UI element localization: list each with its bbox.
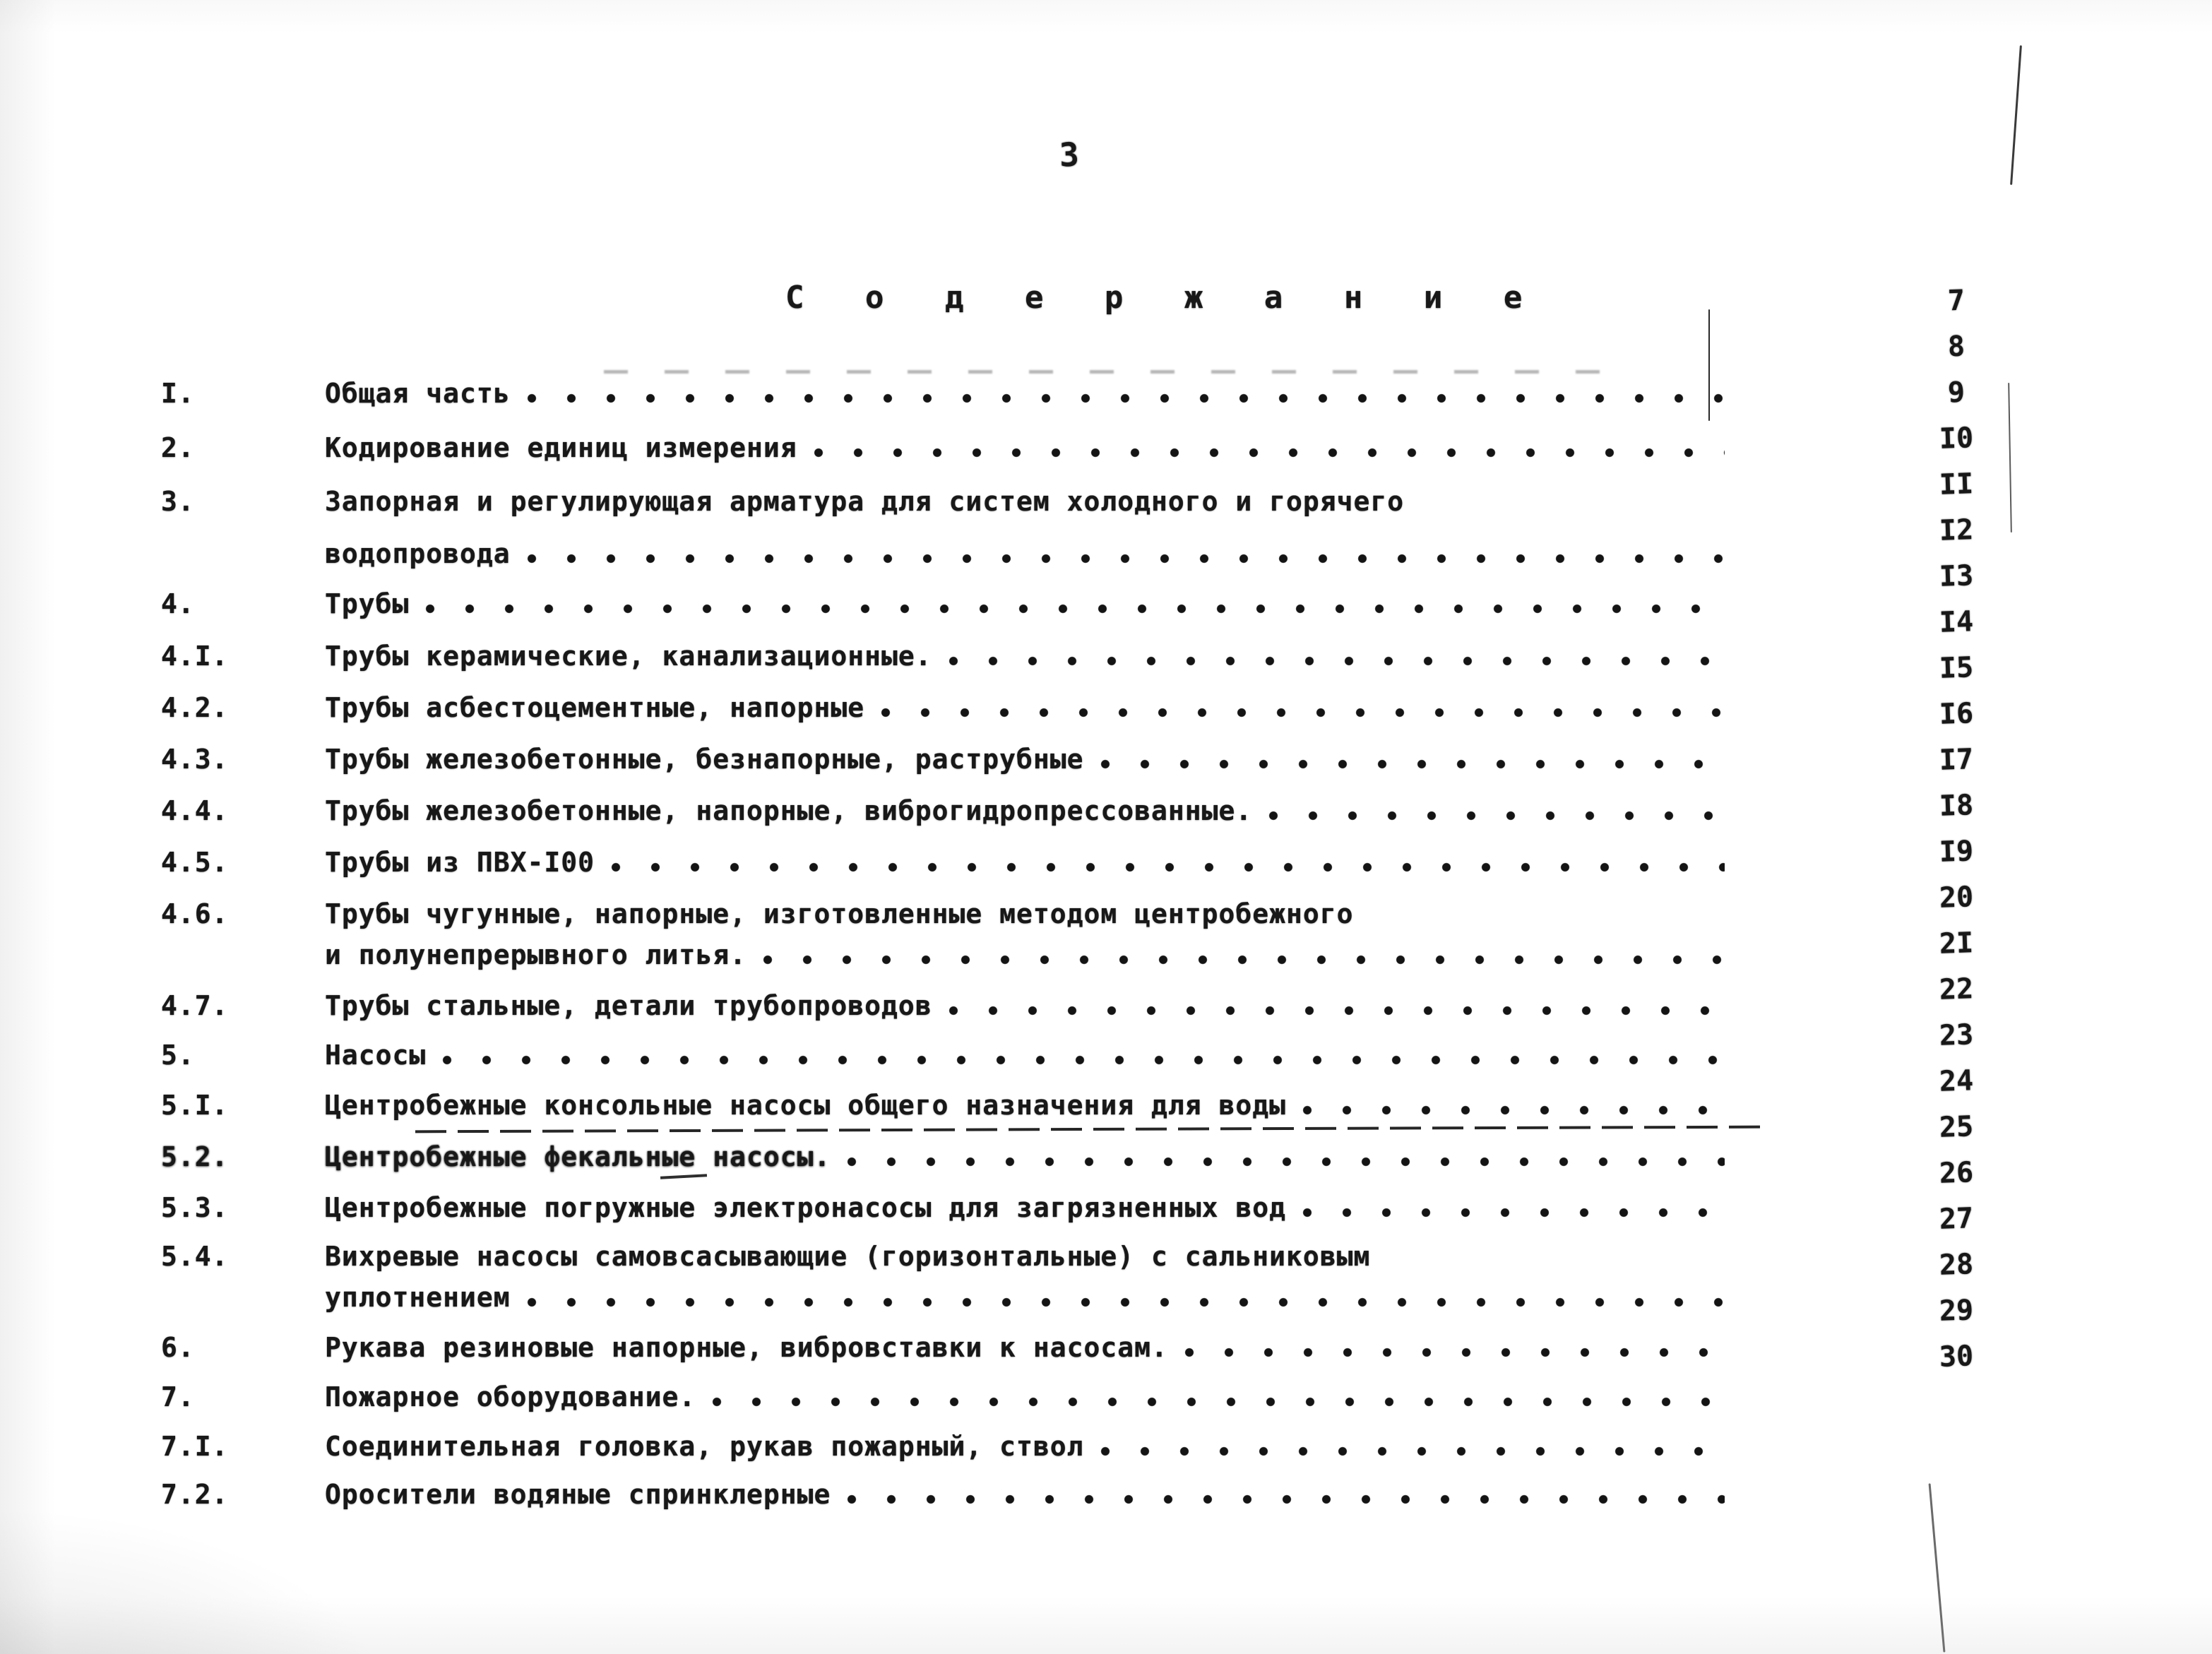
toc-entry-number: 6. <box>161 1332 195 1363</box>
toc-entry-number: 4.2. <box>161 692 229 723</box>
dot-leader <box>1100 1446 1725 1457</box>
toc-entry-text: Трубы асбестоцементные, напорные <box>325 692 865 723</box>
dot-leader <box>526 1297 1725 1308</box>
page-edge-line <box>2008 383 2012 533</box>
toc-entry-text: Общая часть <box>325 378 511 409</box>
edge-page-number: 22 <box>1939 972 1974 1006</box>
edge-page-number: 28 <box>1939 1248 1974 1282</box>
toc-entry-text: и полунепрерывного литья. <box>325 939 747 970</box>
underline-mark-artifact <box>660 1174 707 1179</box>
toc-entry-line <box>0 1332 1725 1363</box>
toc-entry-line <box>0 1040 1725 1071</box>
dot-leader <box>948 1006 1725 1016</box>
toc-entry-text: Трубы железобетонные, безнапорные, раструбные <box>325 744 1084 775</box>
dot-leader <box>526 393 1725 404</box>
toc-entry-text: водопровода <box>325 538 511 569</box>
toc-entry-number: 4.I. <box>161 641 229 672</box>
toc-entry-line <box>0 1090 1725 1121</box>
dot-leader <box>813 448 1725 458</box>
toc-entry-text: Оросители водяные спринклерные <box>325 1479 831 1510</box>
page-title: С о д е р ж а н и е <box>785 280 1544 316</box>
edge-page-number: I0 <box>1939 422 1974 456</box>
toc-entry-line <box>0 1431 1725 1462</box>
toc-entry-line <box>0 898 1725 929</box>
toc-entry-line <box>0 641 1725 672</box>
toc-entry-number: 5.4. <box>161 1241 229 1272</box>
page-number: 3 <box>1059 135 1080 174</box>
toc-entry-line <box>0 1381 1725 1412</box>
toc-entry-line <box>0 1141 1725 1172</box>
dot-leader <box>711 1397 1725 1408</box>
toc-entry-line <box>0 795 1725 826</box>
dot-leader <box>1268 811 1725 821</box>
toc-entry-line <box>0 990 1725 1021</box>
toc-entry-number: 4.3. <box>161 744 229 775</box>
toc-entry-line <box>0 744 1725 775</box>
dot-leader <box>1184 1347 1725 1358</box>
toc-entry-text: Центробежные погружные электронасосы для загрязненных вод <box>325 1192 1287 1223</box>
page-edge-line <box>1708 309 1710 421</box>
edge-page-number: 24 <box>1939 1064 1974 1098</box>
toc-entry-line <box>0 692 1725 723</box>
toc-entry-line <box>0 1479 1725 1510</box>
page-edge-line <box>2010 45 2022 185</box>
toc-entry-number: 5.I. <box>161 1090 229 1121</box>
toc-entry-line <box>0 1241 1725 1272</box>
toc-entry-line <box>0 847 1725 878</box>
dot-leader <box>441 1055 1725 1066</box>
dot-leader <box>846 1157 1725 1167</box>
edge-page-number: I7 <box>1939 743 1974 777</box>
dot-leader <box>610 862 1725 873</box>
toc-entry-number: 4. <box>161 588 195 619</box>
toc-entry-text: Запорная и регулирующая арматура для систем холодного и горячего <box>325 486 1405 517</box>
dot-leader <box>762 955 1725 965</box>
dot-leader <box>424 604 1725 614</box>
edge-page-number: I5 <box>1939 651 1974 685</box>
dot-leader <box>948 656 1725 667</box>
toc-entry-text: уплотнением <box>325 1282 511 1313</box>
toc-entry-text: Насосы <box>325 1040 427 1071</box>
toc-entry-number: 7.I. <box>161 1431 229 1462</box>
toc-entry-number: I. <box>161 378 195 409</box>
toc-entry-number: 4.7. <box>161 990 229 1021</box>
toc-entry-line <box>0 432 1725 463</box>
edge-page-number: 7 <box>1947 284 1966 318</box>
toc-entry-number: 7. <box>161 1381 195 1412</box>
toc-entry-number: 4.5. <box>161 847 229 878</box>
dot-leader <box>1100 759 1725 770</box>
edge-page-number: II <box>1939 468 1974 501</box>
toc-entry-line <box>0 486 1725 517</box>
edge-page-number: I6 <box>1939 697 1974 731</box>
dot-leader <box>526 554 1725 564</box>
toc-entry-number: 5. <box>161 1040 195 1071</box>
toc-entry-line <box>0 939 1725 970</box>
edge-page-number: I8 <box>1939 789 1974 823</box>
edge-page-number: I9 <box>1939 835 1974 869</box>
edge-page-number: 30 <box>1939 1340 1974 1374</box>
toc-entry-number: 4.6. <box>161 898 229 929</box>
toc-entry-number: 2. <box>161 432 195 463</box>
toc-entry-number: 3. <box>161 486 195 517</box>
edge-page-number: 29 <box>1939 1294 1974 1328</box>
toc-entry-text: Трубы <box>325 588 410 619</box>
page-edge-line <box>1929 1483 1946 1652</box>
edge-page-number: 26 <box>1939 1156 1974 1190</box>
toc-entry-text: Соединительная головка, рукав пожарный, ствол <box>325 1431 1084 1462</box>
edge-page-number: I3 <box>1939 559 1974 593</box>
toc-entry-line <box>0 538 1725 569</box>
title-underline-smudge <box>604 370 1610 374</box>
toc-entry-text: Трубы из ПВХ-I00 <box>325 847 595 878</box>
edge-page-number: 25 <box>1939 1110 1974 1144</box>
toc-entry-line <box>0 1282 1725 1313</box>
dot-leader <box>880 708 1725 718</box>
dot-leader <box>1302 1105 1725 1116</box>
toc-entry-line <box>0 378 1725 409</box>
dot-leader <box>846 1494 1725 1505</box>
edge-page-number: 20 <box>1939 881 1974 915</box>
edge-page-number: I4 <box>1939 605 1974 639</box>
toc-entry-text: Трубы керамические, канализационные. <box>325 641 932 672</box>
toc-entry-text: Центробежные консольные насосы общего назначения для воды <box>325 1090 1287 1121</box>
toc-entry-text: Трубы стальные, детали трубопроводов <box>325 990 932 1021</box>
edge-page-number: 9 <box>1947 376 1966 410</box>
edge-page-number: 27 <box>1939 1202 1974 1236</box>
toc-entry-number: 5.2. <box>161 1141 229 1172</box>
edge-page-number: 23 <box>1939 1018 1974 1052</box>
toc-entry-text: Кодирование единиц измерения <box>325 432 797 463</box>
edge-page-number: 2I <box>1939 927 1974 960</box>
toc-entry-number: 4.4. <box>161 795 229 826</box>
toc-entry-line <box>0 588 1725 619</box>
toc-entry-line <box>0 1192 1725 1223</box>
toc-entry-text: Пожарное оборудование. <box>325 1381 696 1412</box>
toc-entry-text: Трубы чугунные, напорные, изготовленные методом центробежного <box>325 898 1354 929</box>
toc-entry-text: Вихревые насосы самовсасывающие (горизонтальные) с сальниковым <box>325 1241 1371 1272</box>
edge-page-number: 8 <box>1947 330 1966 364</box>
toc-entry-number: 5.3. <box>161 1192 229 1223</box>
toc-entry-text: Центробежные фекальные насосы. <box>325 1141 831 1172</box>
toc-entry-number: 7.2. <box>161 1479 229 1510</box>
dashed-overline-artifact <box>415 1126 1761 1134</box>
dot-leader <box>1302 1208 1725 1218</box>
toc-entry-text: Рукава резиновые напорные, вибровставки к насосам. <box>325 1332 1168 1363</box>
edge-page-number: I2 <box>1939 513 1974 547</box>
toc-entry-text: Трубы железобетонные, напорные, виброгидропрессованные. <box>325 795 1253 826</box>
